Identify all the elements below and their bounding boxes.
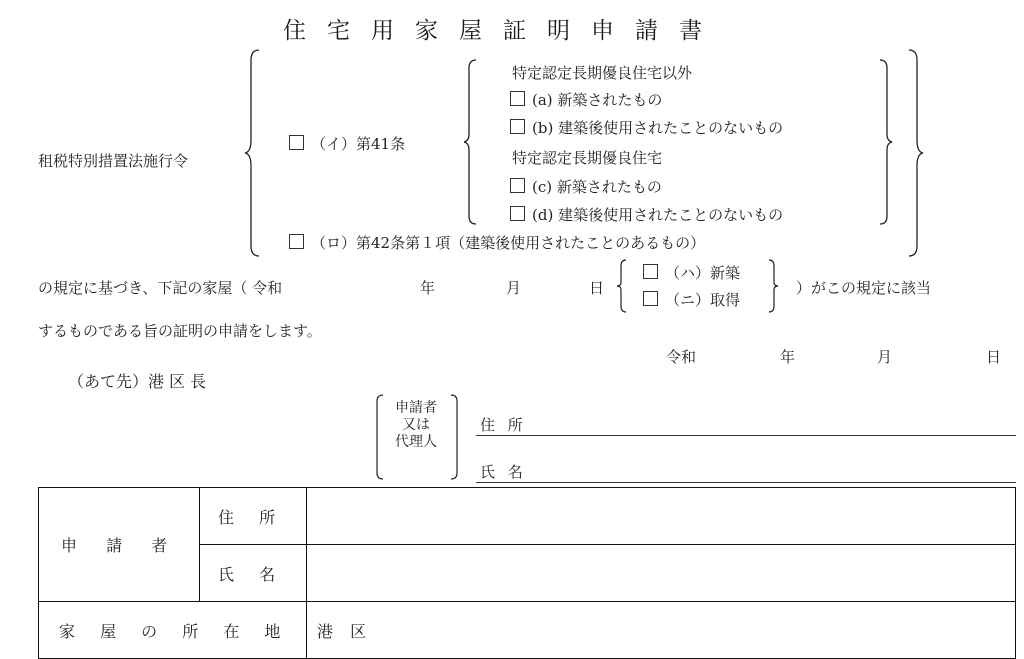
statement-line1-b: ）がこの規定に該当 xyxy=(796,279,932,297)
checkbox-ha[interactable] xyxy=(643,264,658,279)
date-day: 日 xyxy=(986,348,1002,366)
option-b xyxy=(510,117,783,138)
inner-left-brace xyxy=(462,58,480,226)
option-c-label: (c) 新築されたもの xyxy=(532,178,662,196)
addressee: （あて先）港 区 長 xyxy=(68,372,207,391)
law-label: 租税特別措置法施行令 xyxy=(38,152,189,170)
table-name-label: 氏 名 xyxy=(200,545,307,602)
option-c xyxy=(510,176,662,197)
applicant-name-line[interactable] xyxy=(476,482,1016,483)
option-ni xyxy=(643,289,740,310)
checkbox-b[interactable] xyxy=(510,119,525,134)
option-ha xyxy=(643,262,740,283)
table-name-field[interactable] xyxy=(307,545,1016,602)
clause-i-label: （イ）第41条 xyxy=(311,135,406,153)
statement-year: 年 xyxy=(420,279,436,297)
statement-month: 月 xyxy=(506,279,522,297)
option-d xyxy=(510,204,783,225)
table-address-label: 住 所 xyxy=(200,488,307,545)
small-left-brace xyxy=(615,258,629,314)
option-b-label: (b) 建築後使用されたことのないもの xyxy=(532,119,784,137)
applicant-left-bracket xyxy=(373,393,385,481)
applicant-header: 申 請 者 xyxy=(39,488,200,602)
application-table xyxy=(38,487,1016,659)
small-right-brace xyxy=(766,258,780,314)
applicant-right-bracket xyxy=(449,393,461,481)
option-a xyxy=(510,89,662,110)
applicant-line3: 代理人 xyxy=(395,434,437,450)
applicant-name-label: 氏 名 xyxy=(480,463,527,481)
checkbox-clause-ro[interactable] xyxy=(289,234,304,249)
date-month: 月 xyxy=(877,348,893,366)
date-era: 令和 xyxy=(666,348,697,366)
option-ni-label: （ニ）取得 xyxy=(665,291,741,309)
clause-i xyxy=(289,133,405,154)
statement-line1-a: の規定に基づき、下記の家屋（ 令和 xyxy=(38,279,283,297)
location-value[interactable]: 港 区 xyxy=(307,602,1016,659)
inner-right-brace xyxy=(876,58,894,226)
group1-title: 特定認定長期優良住宅以外 xyxy=(512,64,693,82)
checkbox-a[interactable] xyxy=(510,91,525,106)
applicant-line2: 又は xyxy=(402,417,430,433)
applicant-address-label: 住 所 xyxy=(480,416,527,434)
clause-ro-label: （ロ）第42条第１項（建築後使用されたことのあるもの） xyxy=(311,234,706,252)
outer-left-brace xyxy=(243,48,263,258)
option-d-label: (d) 建築後使用されたことのないもの xyxy=(532,206,784,224)
applicant-or-agent xyxy=(385,400,447,451)
checkbox-c[interactable] xyxy=(510,178,525,193)
date-year: 年 xyxy=(780,348,796,366)
checkbox-d[interactable] xyxy=(510,206,525,221)
statement-day: 日 xyxy=(589,279,605,297)
option-a-label: (a) 新築されたもの xyxy=(532,91,663,109)
checkbox-ni[interactable] xyxy=(643,291,658,306)
location-header: 家 屋 の 所 在 地 xyxy=(39,602,307,659)
page-title: 住宅用家屋証明申請書 xyxy=(283,18,723,44)
applicant-line1: 申請者 xyxy=(395,400,437,416)
applicant-address-line[interactable] xyxy=(476,435,1016,436)
outer-right-brace xyxy=(905,48,925,258)
option-ha-label: （ハ）新築 xyxy=(665,264,741,282)
clause-ro xyxy=(289,232,705,253)
table-address-field[interactable] xyxy=(307,488,1016,545)
group2-title: 特定認定長期優良住宅 xyxy=(512,149,663,167)
statement-line2: するものである旨の証明の申請をします。 xyxy=(38,322,322,340)
checkbox-clause-i[interactable] xyxy=(289,135,304,150)
